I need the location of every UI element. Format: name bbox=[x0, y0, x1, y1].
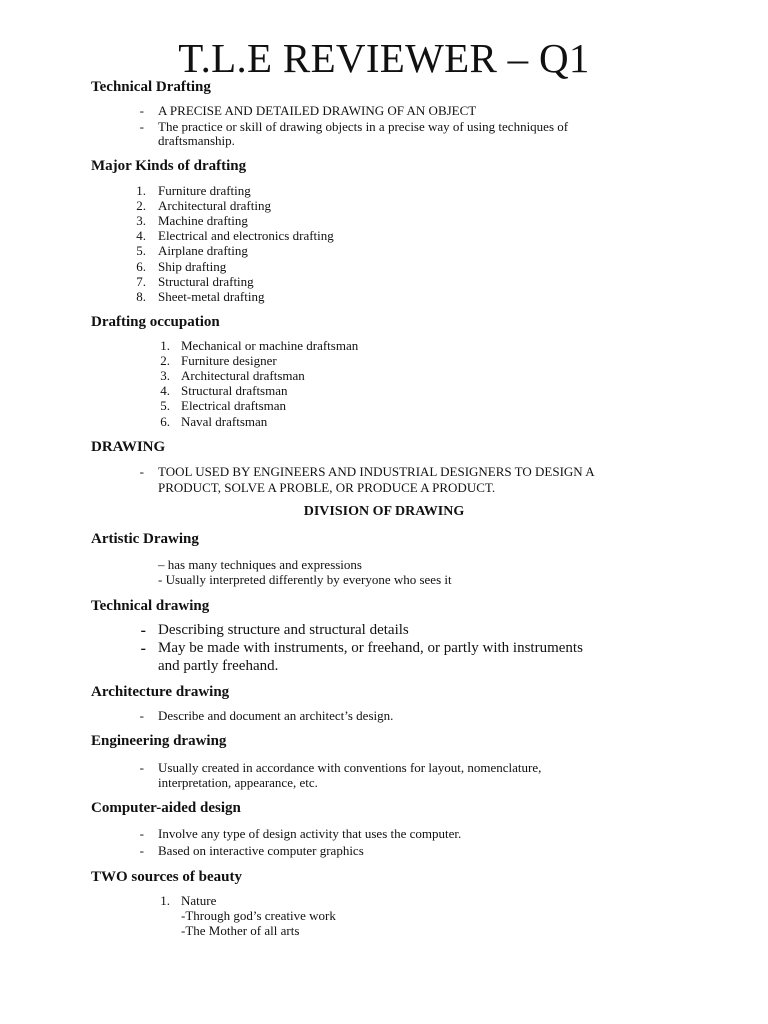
list-item: Electrical and electronics drafting bbox=[158, 228, 334, 243]
list-item: Nature bbox=[181, 893, 217, 908]
bullet-dash: - bbox=[139, 826, 144, 841]
heading-division-of-drawing: DIVISION OF DRAWING bbox=[303, 504, 465, 519]
list-number: 4. bbox=[160, 383, 170, 398]
list-item: -The Mother of all arts bbox=[181, 923, 300, 938]
heading-computer-aided-design: Computer-aided design bbox=[91, 800, 241, 816]
list-item: The practice or skill of drawing objects in a precise way of using techniques of bbox=[158, 119, 569, 134]
list-item: PRODUCT, SOLVE A PROBLE, OR PRODUCE A PRODUCT. bbox=[158, 480, 496, 495]
bullet-dash: - bbox=[140, 622, 146, 639]
list-item: -Through god’s creative work bbox=[181, 908, 336, 923]
heading-two-sources-of-beauty: TWO sources of beauty bbox=[91, 869, 242, 885]
list-item: Electrical draftsman bbox=[181, 398, 287, 413]
list-number: 7. bbox=[136, 274, 146, 289]
list-item: Naval draftsman bbox=[181, 414, 268, 429]
list-number: 5. bbox=[160, 398, 170, 413]
bullet-dash: - bbox=[139, 103, 144, 118]
list-item: Describe and document an architect’s design. bbox=[158, 708, 394, 723]
bullet-dash: - bbox=[139, 843, 144, 858]
list-number: 1. bbox=[160, 338, 170, 353]
list-number: 1. bbox=[160, 893, 170, 908]
list-item: Furniture designer bbox=[181, 353, 277, 368]
list-item: Machine drafting bbox=[158, 213, 248, 228]
list-item: Based on interactive computer graphics bbox=[158, 843, 364, 858]
list-item: Structural draftsman bbox=[181, 383, 288, 398]
heading-architecture-drawing: Architecture drawing bbox=[91, 684, 230, 700]
heading-major-kinds: Major Kinds of drafting bbox=[91, 158, 247, 174]
list-item: Structural drafting bbox=[158, 274, 254, 289]
heading-drafting-occupation: Drafting occupation bbox=[91, 314, 220, 330]
list-item: Ship drafting bbox=[158, 259, 227, 274]
list-number: 6. bbox=[160, 414, 170, 429]
heading-technical-drafting: Technical Drafting bbox=[91, 79, 211, 95]
list-number: 3. bbox=[136, 213, 146, 228]
list-number: 2. bbox=[136, 198, 146, 213]
list-item: draftsmanship. bbox=[158, 133, 235, 148]
page-title: T.L.E REVIEWER – Q1 bbox=[178, 35, 590, 81]
list-item: Mechanical or machine draftsman bbox=[181, 338, 359, 353]
list-number: 8. bbox=[136, 289, 146, 304]
list-item: Architectural drafting bbox=[158, 198, 271, 213]
list-item: – has many techniques and expressions bbox=[158, 557, 362, 572]
list-item: Usually created in accordance with conventions for layout, nomenclature, bbox=[158, 760, 542, 775]
bullet-dash: - bbox=[139, 708, 144, 723]
list-number: 1. bbox=[136, 183, 146, 198]
heading-artistic-drawing: Artistic Drawing bbox=[91, 531, 199, 547]
heading-technical-drawing: Technical drawing bbox=[91, 598, 210, 614]
list-item: A PRECISE AND DETAILED DRAWING OF AN OBJECT bbox=[158, 103, 477, 118]
list-number: 5. bbox=[136, 243, 146, 258]
list-item: interpretation, appearance, etc. bbox=[158, 775, 318, 790]
bullet-dash: - bbox=[139, 464, 144, 479]
bullet-dash: - bbox=[139, 760, 144, 775]
heading-engineering-drawing: Engineering drawing bbox=[91, 733, 227, 749]
list-number: 6. bbox=[136, 259, 146, 274]
list-number: 4. bbox=[136, 228, 146, 243]
list-item: Architectural draftsman bbox=[181, 368, 305, 383]
list-number: 2. bbox=[160, 353, 170, 368]
list-item: Sheet-metal drafting bbox=[158, 289, 265, 304]
list-item: Describing structure and structural details bbox=[158, 622, 409, 638]
bullet-dash: - bbox=[140, 640, 146, 657]
list-item: Involve any type of design activity that uses the computer. bbox=[158, 826, 462, 841]
list-item: Airplane drafting bbox=[158, 243, 248, 258]
list-item: May be made with instruments, or freehand, or partly with instruments bbox=[158, 640, 583, 656]
list-number: 3. bbox=[160, 368, 170, 383]
list-item: TOOL USED BY ENGINEERS AND INDUSTRIAL DESIGNERS TO DESIGN A bbox=[158, 464, 595, 479]
heading-drawing: DRAWING bbox=[91, 439, 166, 455]
list-item: - Usually interpreted differently by everyone who sees it bbox=[158, 572, 452, 587]
bullet-dash: - bbox=[139, 119, 144, 134]
list-item: and partly freehand. bbox=[158, 658, 279, 674]
list-item: Furniture drafting bbox=[158, 183, 251, 198]
